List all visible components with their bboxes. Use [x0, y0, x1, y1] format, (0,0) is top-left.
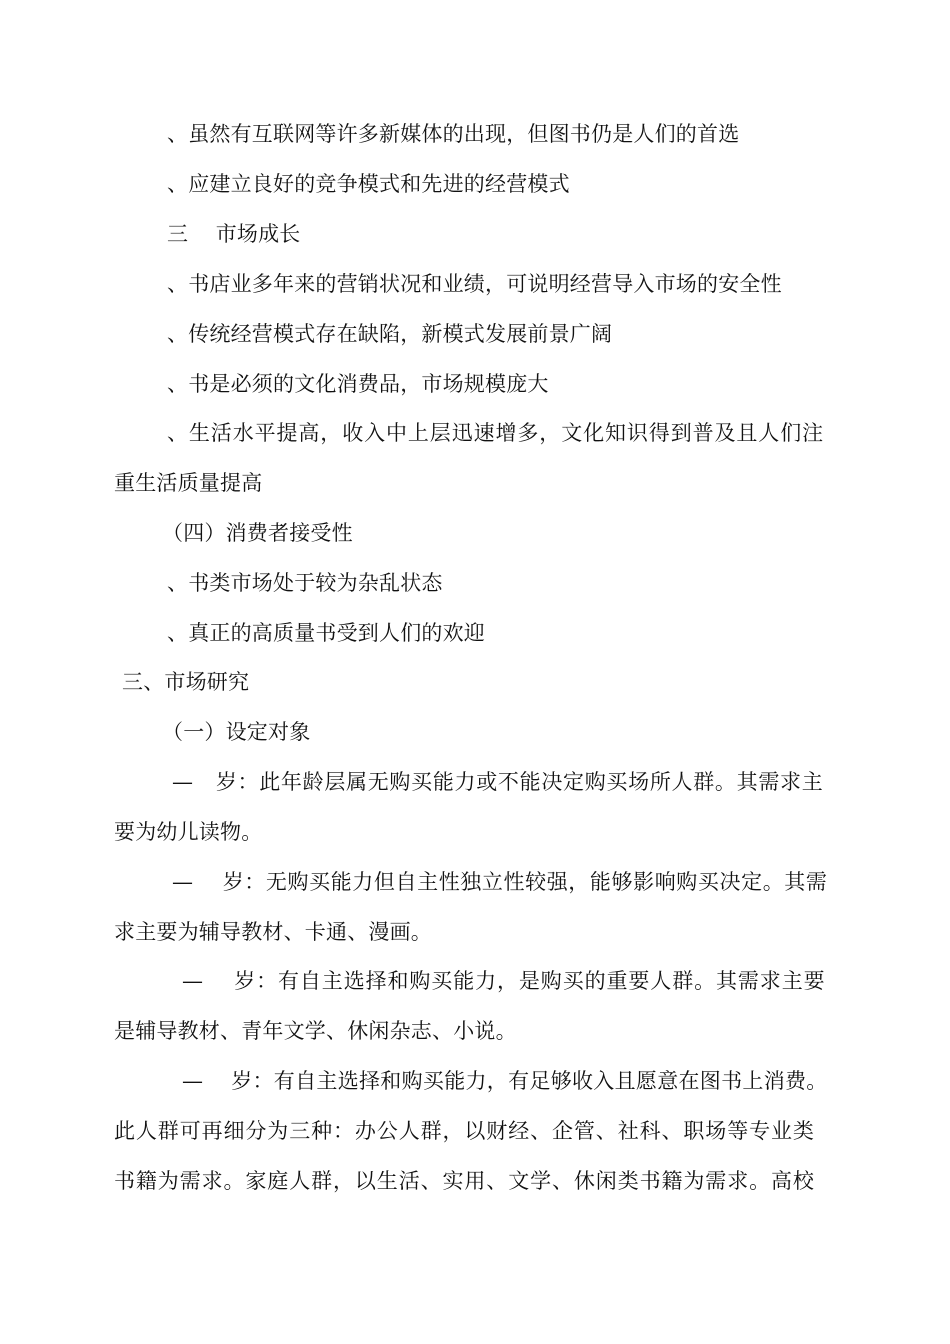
text-line-19: 是辅导教材、青年文学、休闲杂志、小说。 — [114, 1019, 517, 1043]
text-line-15: 要为幼儿读物。 — [114, 820, 263, 844]
text-line-14: — 岁：此年龄层属无购买能力或不能决定购买场所人群。其需求主 — [172, 770, 824, 794]
text-line-22: 书籍为需求。家庭人群，以生活、实用、文学、休闲类书籍为需求。高校 — [114, 1169, 815, 1193]
text-line-11: 、真正的高质量书受到人们的欢迎 — [167, 621, 485, 645]
text-line-16: — 岁：无购买能力但自主性独立性较强，能够影响购买决定。其需 — [172, 870, 828, 894]
text-line-10: 、书类市场处于较为杂乱状态 — [167, 571, 443, 595]
section-heading-consumer-acceptance: （四）消费者接受性 — [162, 521, 353, 545]
text-line-7: 、生活水平提高，收入中上层迅速增多，文化知识得到普及且人们注 — [167, 421, 824, 445]
text-line-21: 此人群可再细分为三种：办公人群，以财经、企管、社科、职场等专业类 — [114, 1119, 815, 1143]
text-line-17: 求主要为辅导教材、卡通、漫画。 — [114, 920, 432, 944]
text-line-18: — 岁：有自主选择和购买能力，是购买的重要人群。其需求主要 — [182, 969, 826, 993]
section-heading-market-growth: 三 市场成长 — [167, 222, 301, 246]
section-heading-target-audience: （一）设定对象 — [162, 720, 311, 744]
text-line-20: — 岁：有自主选择和购买能力，有足够收入且愿意在图书上消费。 — [182, 1069, 828, 1093]
section-heading-market-research: 三、市场研究 — [122, 670, 250, 694]
text-line-6: 、书是必须的文化消费品，市场规模庞大 — [167, 372, 549, 396]
text-line-1: 、虽然有互联网等许多新媒体的出现，但图书仍是人们的首选 — [167, 122, 740, 146]
text-line-5: 、传统经营模式存在缺陷，新模式发展前景广阔 — [167, 322, 613, 346]
text-line-8: 重生活质量提高 — [114, 471, 263, 495]
text-line-2: 、应建立良好的竞争模式和先进的经营模式 — [167, 172, 570, 196]
text-line-4: 、书店业多年来的营销状况和业绩，可说明经营导入市场的安全性 — [167, 272, 782, 296]
